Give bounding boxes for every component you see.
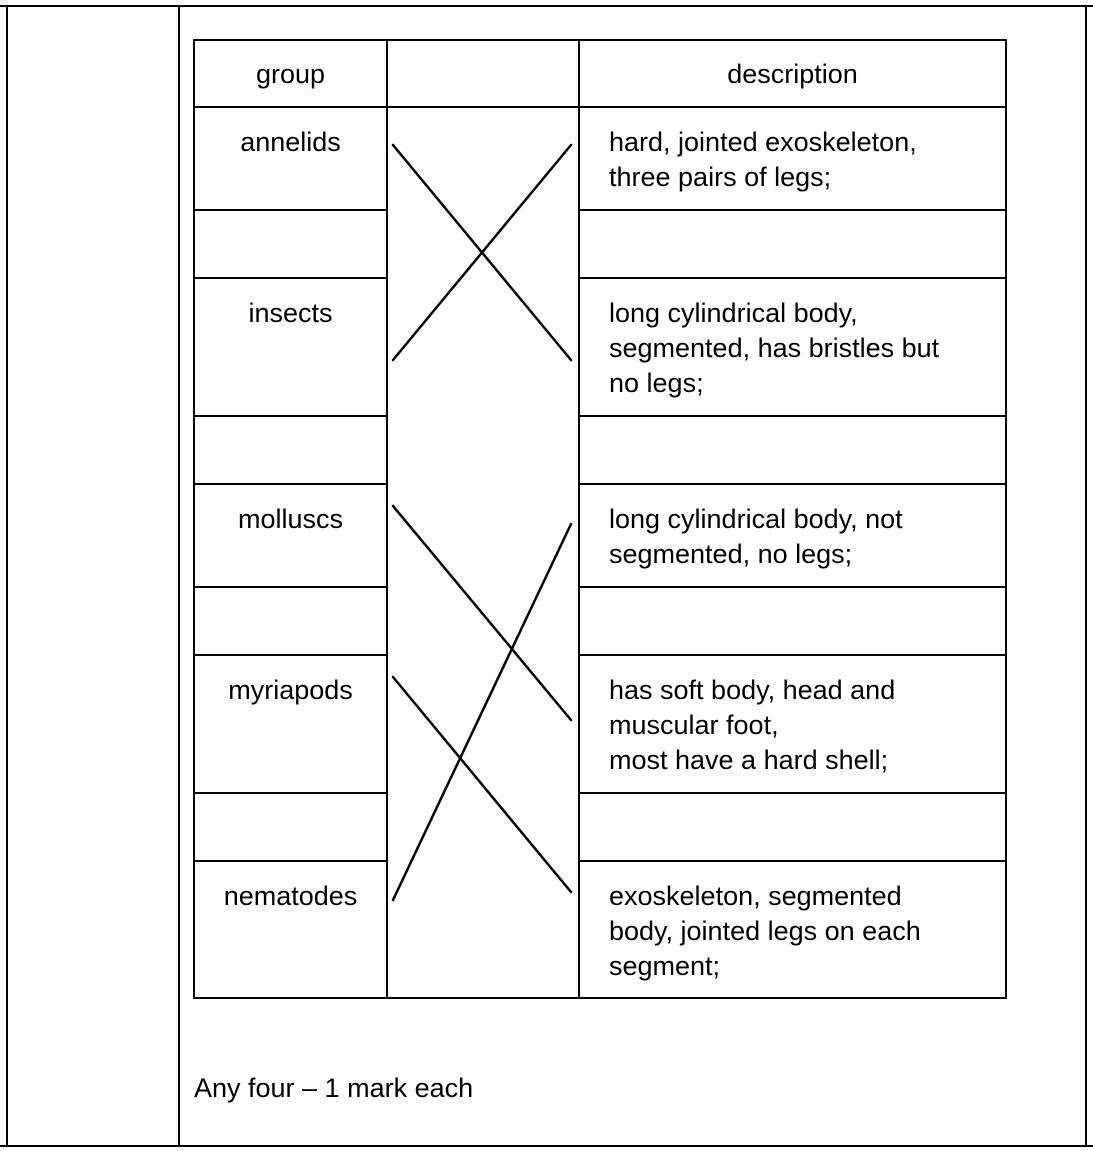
group-molluscs: molluscs	[237, 504, 344, 534]
header-group: group	[255, 59, 326, 89]
description-1: hard, jointed exoskeleton, three pairs of legs;	[609, 127, 917, 192]
group-insects: insects	[248, 298, 333, 328]
description-3: long cylindrical body, not segmented, no legs;	[609, 504, 903, 569]
description-5: exoskeleton, segmented body, jointed legs on each segment;	[609, 881, 921, 981]
description-2: long cylindrical body, segmented, has bristles but no legs;	[609, 298, 940, 398]
group-annelids: annelids	[240, 127, 341, 157]
description-4: has soft body, head and muscular foot, most have a hard shell;	[609, 675, 896, 775]
group-myriapods: myriapods	[228, 675, 353, 705]
marking-note: Any four – 1 mark each	[194, 1073, 474, 1103]
header-description: description	[727, 59, 858, 89]
match-line-nematodes	[393, 524, 571, 900]
group-nematodes: nematodes	[223, 881, 358, 911]
match-line-molluscs	[393, 506, 571, 720]
